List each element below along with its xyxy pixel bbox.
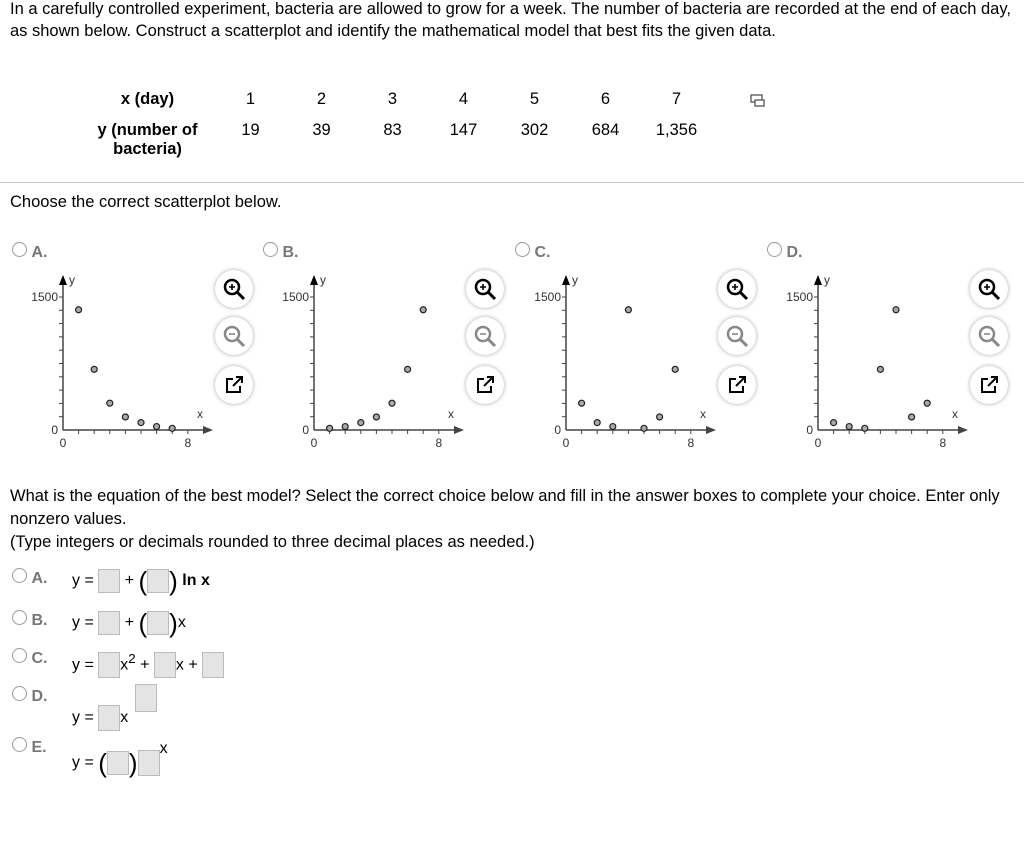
- scatterplot-option-c[interactable]: [503, 240, 753, 460]
- popout-icon[interactable]: [970, 366, 1008, 404]
- option-label: B.: [282, 244, 299, 261]
- x-tick-label: 8: [435, 436, 443, 450]
- x-axis-arrow: [958, 426, 968, 434]
- data-point: [389, 400, 395, 406]
- option-label: B.: [31, 612, 48, 629]
- y-tick-label: 1500: [786, 290, 813, 304]
- radio-plot[interactable]: [263, 242, 278, 257]
- zoom-out-icon[interactable]: [215, 317, 253, 355]
- x-value-cell: 7: [671, 90, 682, 108]
- data-point: [76, 307, 82, 313]
- y-equals: y =: [72, 754, 94, 772]
- radio-c[interactable]: [12, 648, 27, 663]
- radio-plot[interactable]: [12, 242, 27, 257]
- y-tick-label: 0: [51, 423, 58, 437]
- radio-plot[interactable]: [767, 242, 782, 257]
- scatterplot: [0, 270, 215, 460]
- scatterplot-option-b[interactable]: [251, 240, 501, 460]
- answer-box-c1[interactable]: [98, 652, 120, 678]
- plus: +: [140, 656, 150, 674]
- option-label: C.: [534, 244, 551, 261]
- data-point: [91, 366, 97, 372]
- zoom-in-icon[interactable]: [970, 270, 1008, 308]
- y-value-cell: 83: [383, 121, 402, 139]
- answer-box-b1[interactable]: [98, 611, 120, 635]
- data-point: [893, 307, 899, 313]
- x-value-cell: 1: [245, 90, 256, 108]
- zoom-out-icon[interactable]: [970, 317, 1008, 355]
- plus: +: [124, 614, 135, 632]
- copy-table-icon[interactable]: [750, 94, 766, 113]
- x-axis-arrow: [203, 426, 213, 434]
- answer-box-d2[interactable]: [135, 684, 157, 712]
- y-value-cell: 302: [520, 121, 549, 139]
- x-header: x (day): [120, 90, 175, 108]
- y-equals: y =: [72, 614, 94, 632]
- y-axis-label: y: [824, 273, 830, 287]
- data-point: [579, 400, 585, 406]
- data-table: [80, 90, 712, 159]
- x-term: x: [175, 656, 184, 674]
- ln-x: ln x: [182, 572, 210, 590]
- x-value-cell: 2: [316, 90, 327, 108]
- y-axis-label: y: [69, 273, 75, 287]
- x-axis-arrow: [706, 426, 716, 434]
- y-axis-arrow: [59, 275, 67, 285]
- radio-e[interactable]: [12, 737, 27, 752]
- part1-prompt: Choose the correct scatterplot below.: [10, 193, 282, 211]
- y-axis-arrow: [310, 275, 318, 285]
- x-term: x: [177, 614, 186, 632]
- y-tick-label: 0: [302, 423, 309, 437]
- question-text: In a carefully controlled experiment, bacteria are allowed to grow for a week. The number of bacteria are recorded at the end of each day, as shown below. Construct a scatterplot and identify the mathematical model that best fits the given data.: [10, 0, 1011, 40]
- part2-hint: (Type integers or decimals rounded to three decimal places as needed.): [10, 533, 535, 551]
- radio-d[interactable]: [12, 686, 27, 701]
- data-point: [831, 420, 837, 426]
- zoom-in-icon[interactable]: [466, 270, 504, 308]
- y-equals: y =: [72, 572, 94, 590]
- popout-icon[interactable]: [215, 366, 253, 404]
- x-value-cell: 4: [458, 90, 469, 108]
- y-value-cell: 19: [241, 121, 260, 139]
- y-value-cell: 39: [312, 121, 331, 139]
- x-axis-label: x: [448, 407, 454, 421]
- answer-option-b[interactable]: [12, 610, 47, 630]
- exponent: 2: [128, 651, 136, 666]
- data-point: [625, 307, 631, 313]
- popout-icon[interactable]: [718, 366, 756, 404]
- scatterplot: [503, 270, 718, 460]
- data-point: [877, 366, 883, 372]
- x-tick-label: 8: [687, 436, 695, 450]
- x-axis-label: x: [197, 407, 203, 421]
- answer-box-b2[interactable]: [147, 611, 169, 635]
- radio-a[interactable]: [12, 568, 27, 583]
- x-axis-label: x: [700, 407, 706, 421]
- y-equals: y =: [72, 709, 94, 727]
- y-value-cell: 1,356: [655, 121, 698, 139]
- y-tick-label: 0: [806, 423, 813, 437]
- y-axis-label: y: [320, 273, 326, 287]
- answer-option-c[interactable]: [12, 648, 47, 668]
- data-point: [107, 400, 113, 406]
- answer-box-c3[interactable]: [202, 652, 224, 678]
- data-point: [909, 414, 915, 420]
- scatterplot-option-d[interactable]: [755, 240, 1005, 460]
- y-tick-label: 0: [554, 423, 561, 437]
- data-point: [846, 424, 852, 430]
- x-term: x: [120, 709, 129, 727]
- data-point: [610, 424, 616, 430]
- x-value-cell: 5: [529, 90, 540, 108]
- option-label: A.: [31, 570, 48, 587]
- y-header: y (number of bacteria): [97, 121, 198, 158]
- data-point: [594, 420, 600, 426]
- x-tick-label: 0: [59, 436, 67, 450]
- data-point: [641, 425, 647, 431]
- option-label: D.: [786, 244, 803, 261]
- zoom-in-icon[interactable]: [718, 270, 756, 308]
- answer-box-a2[interactable]: [147, 569, 169, 593]
- x-tick-label: 0: [310, 436, 318, 450]
- data-point: [405, 366, 411, 372]
- zoom-out-icon[interactable]: [718, 317, 756, 355]
- answer-box-c2[interactable]: [154, 652, 176, 678]
- answer-option-e[interactable]: [12, 737, 47, 757]
- x-tick-label: 8: [184, 436, 192, 450]
- zoom-in-icon[interactable]: [215, 270, 253, 308]
- y-axis-arrow: [814, 275, 822, 285]
- answer-box-e2[interactable]: [138, 750, 160, 776]
- x-axis-label: x: [952, 407, 958, 421]
- data-point: [342, 424, 348, 430]
- x-tick-label: 0: [562, 436, 570, 450]
- plus: +: [124, 572, 135, 590]
- data-point: [327, 425, 333, 431]
- radio-plot[interactable]: [515, 242, 530, 257]
- x-axis-arrow: [454, 426, 464, 434]
- answer-box-e1[interactable]: [107, 751, 129, 775]
- data-point: [420, 307, 426, 313]
- popout-icon[interactable]: [466, 366, 504, 404]
- data-point: [672, 366, 678, 372]
- plus: +: [188, 656, 198, 674]
- option-label: E.: [31, 739, 47, 756]
- part2-prompt: What is the equation of the best model? Select the correct choice below and fill in the answer boxes to complete your choice. Enter only nonzero values.: [10, 487, 1000, 528]
- divider: [0, 182, 1024, 183]
- scatterplot-option-a[interactable]: [0, 240, 250, 460]
- option-label: C.: [31, 650, 48, 667]
- scatterplot: [755, 270, 970, 460]
- answer-option-d[interactable]: [12, 686, 47, 706]
- x-tick-label: 0: [814, 436, 822, 450]
- scatterplot: [251, 270, 466, 460]
- radio-b[interactable]: [12, 610, 27, 625]
- data-point: [657, 414, 663, 420]
- data-point: [122, 414, 128, 420]
- y-value-cell: 147: [449, 121, 478, 139]
- x-value-cell: 3: [387, 90, 398, 108]
- answer-box-a1[interactable]: [98, 569, 120, 593]
- data-point: [169, 425, 175, 431]
- y-value-cell: 684: [591, 121, 620, 139]
- option-label: D.: [31, 688, 48, 705]
- answer-box-d1[interactable]: [98, 705, 120, 731]
- data-point: [924, 400, 930, 406]
- data-point: [138, 420, 144, 426]
- y-tick-label: 1500: [31, 290, 58, 304]
- data-point: [862, 425, 868, 431]
- data-point: [154, 424, 160, 430]
- data-point: [373, 414, 379, 420]
- answer-option-a[interactable]: [12, 568, 47, 588]
- exponent-x: x: [159, 740, 168, 758]
- y-tick-label: 1500: [534, 290, 561, 304]
- y-axis-label: y: [572, 273, 578, 287]
- option-label: A.: [31, 244, 48, 261]
- x-term: x: [120, 656, 129, 674]
- data-point: [358, 420, 364, 426]
- y-axis-arrow: [562, 275, 570, 285]
- y-equals: y =: [72, 656, 94, 674]
- zoom-out-icon[interactable]: [466, 317, 504, 355]
- y-tick-label: 1500: [282, 290, 309, 304]
- x-tick-label: 8: [939, 436, 947, 450]
- x-value-cell: 6: [600, 90, 611, 108]
